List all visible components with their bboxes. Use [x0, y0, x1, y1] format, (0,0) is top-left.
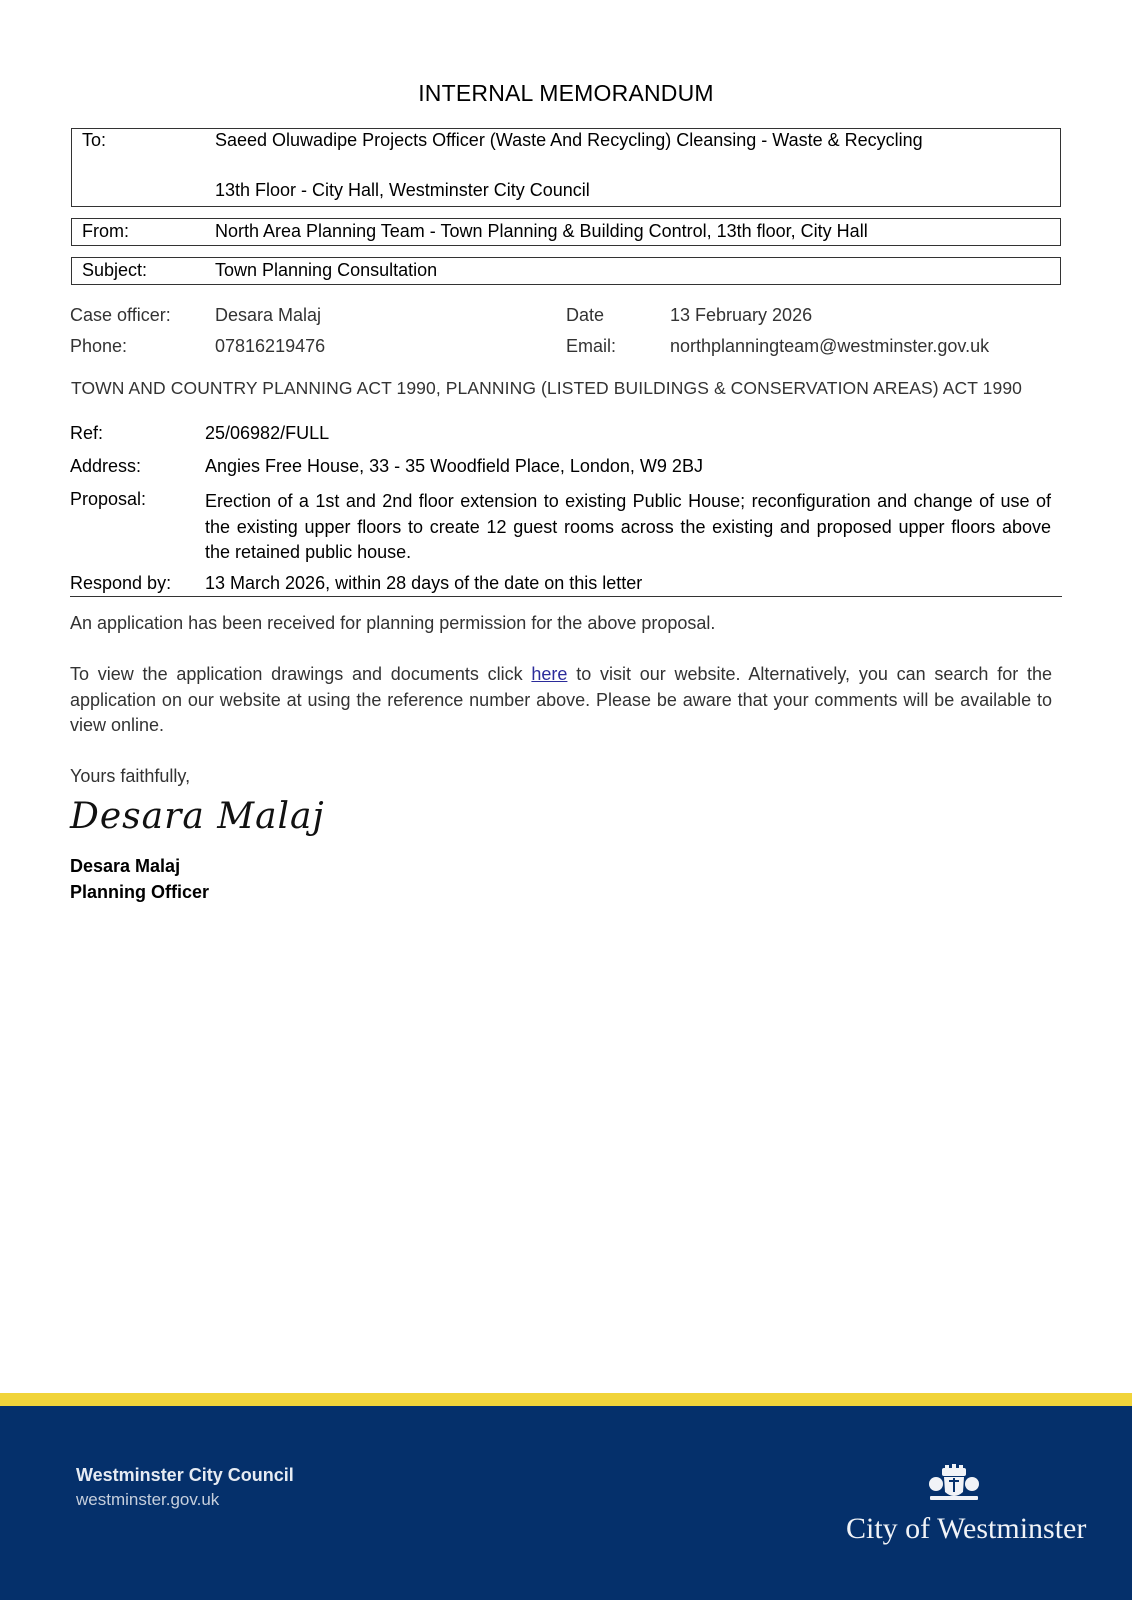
- ref-label: Ref:: [70, 423, 104, 443]
- date-value: 13 February 2026: [670, 305, 813, 325]
- city-of-westminster-logo: City of Westminster: [846, 1512, 1087, 1545]
- proposal-value: Erection of a 1st and 2nd floor extension to existing Public House; reconfiguration and change of use of the existing upper floors to create 12 guest rooms across the existing and proposed upper floors above the retained public house.: [205, 491, 1051, 562]
- footer-stripe: [0, 1393, 1132, 1406]
- respond-by-label: Respond by:: [70, 573, 172, 593]
- case-officer-label: Case officer:: [70, 305, 171, 325]
- email-label: Email:: [566, 336, 617, 356]
- phone-value: 07816219476: [215, 336, 326, 356]
- signer-name: Desara Malaj: [70, 856, 181, 876]
- to-box: [71, 128, 1061, 207]
- closing-line: Yours faithfully,: [70, 766, 191, 786]
- email-value: northplanningteam@westminster.gov.uk: [670, 336, 990, 356]
- act-heading: TOWN AND COUNTRY PLANNING ACT 1990, PLANNING (LISTED BUILDINGS & CONSERVATION AREAS) ACT 1990: [71, 378, 1023, 398]
- date-label: Date: [566, 305, 605, 325]
- footer-org-name: Westminster City Council: [76, 1465, 294, 1485]
- address-label: Address:: [70, 456, 142, 476]
- footer-org-url: westminster.gov.uk: [76, 1490, 220, 1509]
- subject-label: Subject:: [82, 260, 148, 280]
- from-box: [71, 218, 1061, 246]
- from-value: North Area Planning Team - Town Planning & Building Control, 13th floor, City Hall: [215, 221, 868, 241]
- signer-title: Planning Officer: [70, 882, 210, 902]
- proposal-label: Proposal:: [70, 489, 147, 509]
- westminster-crest-icon: [928, 1464, 980, 1504]
- memo-title: INTERNAL MEMORANDUM: [418, 80, 714, 106]
- ref-value: 25/06982/FULL: [205, 423, 330, 443]
- handwritten-signature: Desara Malaj: [70, 796, 325, 837]
- address-value: Angies Free House, 33 - 35 Woodfield Place, London, W9 2BJ: [205, 456, 703, 476]
- view-text-after: to visit our website. Alternatively, you can search for the application on our website at using the reference number above. Please be aware that your comments will be available to view online.: [70, 664, 1052, 735]
- view-text-before: To view the application drawings and documents click: [70, 664, 532, 684]
- subject-box: [71, 257, 1061, 285]
- intro-paragraph: An application has been received for planning permission for the above proposal.: [70, 613, 716, 633]
- to-recipient: Saeed Oluwadipe Projects Officer (Waste And Recycling) Cleansing - Waste & Recycling: [215, 130, 923, 150]
- phone-label: Phone:: [70, 336, 128, 356]
- details-divider: [70, 596, 1062, 597]
- view-application-paragraph: [70, 662, 1052, 739]
- respond-by-value: 13 March 2026, within 28 days of the date on this letter: [205, 573, 643, 593]
- case-officer-value: Desara Malaj: [215, 305, 322, 325]
- from-label: From:: [82, 221, 129, 241]
- to-location: 13th Floor - City Hall, Westminster City Council: [215, 180, 590, 200]
- subject-value: Town Planning Consultation: [215, 260, 438, 280]
- to-label: To:: [82, 130, 107, 150]
- here-link[interactable]: here: [531, 664, 568, 684]
